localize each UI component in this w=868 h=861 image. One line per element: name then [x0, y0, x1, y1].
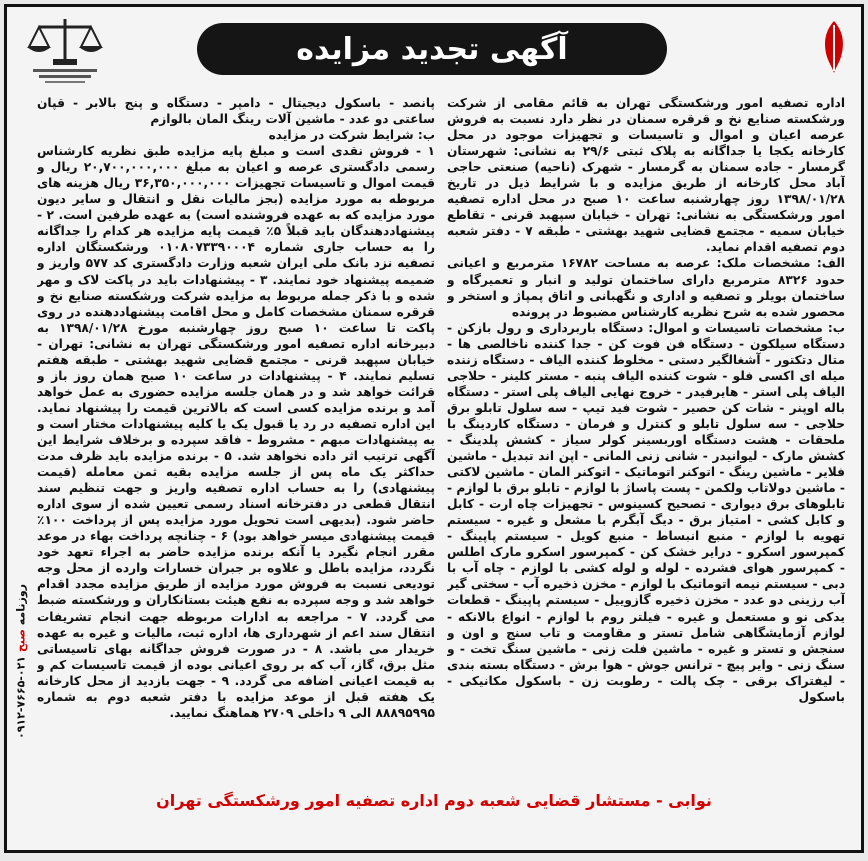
- conditions-heading: ب: شرایط شرکت در مزایده: [268, 128, 435, 143]
- equipment-list-paragraph: ب: مشخصات تاسیسات و اموال: دستگاه باربرداری و رول بازکن - دستگاه سیلکون - دستگاه فن فوت کن - جدا کننده ناخالصی ها - متال دتکتور - آشغالگیر دستی - مخلوط کننده الیاف - دستگاه زننده میله ای اکسی فلو - شوت کننده الیاف پنبه - مستر کلینر - حلاجی الیاف پلی استر - هایرفیدر - خروج نهایی الیاف پلی استر - دستگاه باله اوپنر - شات کن حصیر - شوت فید تیپ - سه سلول تابلو برق حلاجی - سه سلول تابلو و کنترل و فرمان - دستگاه کاردینگ با ملحقات - هشت دستگاه اوربسینر کولر سیاز - کشش پلدینگ - کشش مارک - لیوانیدر - شانی زنی المانی - اپن اند تبدیل - ماشین فلایر - ماشین رینگ - اتوکنر اتوماتیک - اتوکنر المان - ماشین لاکتی - ماشین دولاتاب ولکمن - پست پاساژ با لوازم - تابلو برق با لوازم - تابلوهای برق دیواری - تصحیح کسینوس - تجهیزات چاه ارت - کابل و کابل کشی - امتیاز برق - دیگ آبگرم با مشعل و غیره - سیستم تهویه با لوازم - منبع انبساط - منبع کویل - سیستم پاپینگ - کمپرسور اسکرو - درایر خشک کن - کمپرسور اسکرو مارک اطلس - کمپرسور هوای فشرده - لوله و لوله کشی با لوازم - چاه آب با دبی - سیستم نیمه اتوماتیک با لوازم - مخزن ذخیره آب - سختی گیر آب رزینی دو عدد - مخزن ذخیره گازوییل - سیستم پاپینگ - قطعات یدکی نو و مستعمل و غیره - فیلتر روم با لوازم - انواع بالانکه - لوازم آزمایشگاهی شامل تستر و مقاومت و تاب سنج و اون و سنجش و تستر و غیره - ماشین فلت زنی - ماشین سنگ تخت - و سنگ زنی - وایر پیچ - ترانس جوش - هوا برش - دستگاه بسته بندی - لیفتراک برقی - چک پالت - رطوبت زن - باسکول مکانیکی - باسکول: [447, 320, 845, 704]
- iran-emblem-icon: [815, 17, 853, 77]
- intro-paragraph: اداره تصفیه امور ورشکستگی تهران به قائم مقامی از شرکت ورشکسته صنایع نخ و قرقره سمنان در نظر دارد نسبت به فروش عرصه اعیان و اموال و تاسیسات و تجهیزات موجود در محل کارخانه یکجا یا جداگانه به پلاک ثبتی ۲۹/۶ به نشانی: شهرستان گرمسار - جاده سمنان به گرمسار - شهرک (ناحیه) صنعتی حاجی آباد محل کارخانه از طریق مزایده و با شرایط ذیل در تاریخ ۱۳۹۸/۰۱/۲۸ روز چهارشنبه ساعت ۱۰ صبح در محل اداره تصفیه امور ورشکستگی به نشانی: تهران - خیابان سپهبد قرنی - تقاطع خیابان سمیه - مجتمع قضایی شهید بهشتی - طبقه ۷ - دفتر شعبه دوم تصفیه اقدام نماید.: [447, 96, 845, 255]
- judiciary-logo: [19, 13, 111, 93]
- newspaper-name: صبح: [14, 629, 28, 653]
- side-note: [9, 567, 33, 767]
- footer: [7, 791, 861, 810]
- property-specs-paragraph: الف: مشخصات ملک: عرصه به مساحت ۱۶۷۸۲ مترمربع و اعیانی حدود ۸۳۲۶ مترمربع دارای ساختمان تولید و انبار و تعمیرگاه و ساختمان بویلر و تصفیه و اداری و نگهبانی و اتاق پمپاژ و استخر و محصور شده به شرح نظریه کارشناس مضبوط در پرونده: [447, 256, 845, 319]
- conditions-paragraph: ۱ - فروش نقدی است و مبلغ پایه مزایده طبق نظریه کارشناس رسمی دادگستری عرصه و اعیان به مبلغ ۲۰,۷۰۰,۰۰۰,۰۰۰ ریال و قیمت اموال و تاسیسات تجهیزات ۳۶,۳۵۰,۰۰۰,۰۰۰ ریال هزینه های مربوطه به مورد مزایده (بجز مالیات نقل و انتقال و سایر دیون مورد مزایده که به عهده فروشنده است) به عهده طرفین است. ۲ - پیشنهاددهندگان باید قبلاً ۵٪ قیمت پایه مزایده هر کدام را جداگانه را به حساب جاری شماره ۰۱۰۸۰۷۳۳۹۰۰۰۴ ورشکستگان اداره تصفیه نزد بانک ملی ایران شعبه وزارت دادگستری کد ۵۷۷ واریز و ضمیمه پیشنهاد خود نمایند. ۳ - پیشنهادات باید در پاکت لاک و مهر شده و با ذکر جمله مربوط به مزایده شرکت ورشکسته صنایع نخ و قرقره سمنان مشخصات کامل و محل اقامت پیشنهاددهنده در روی پاکت تا ساعت ۱۰ صبح روز چهارشنبه مورخ ۱۳۹۸/۰۱/۲۸ به دبیرخانه اداره تصفیه امور ورشکستگی تهران به نشانی: تهران - خیابان سپهبد قرنی - مجتمع قضایی شهید بهشتی - طبقه هفتم تسلیم نمایند. ۴ - پیشنهادات در ساعت ۱۰ صبح همان روز باز و قرائت خواهد شد و در همان جلسه مزایده حضوری به عمل خواهد آمد و برنده مزایده کسی است که بالاترین قیمت را پیشنهاد نماید. این اداره تصفیه در رد یا قبول یک یا کلیه پیشنهادات مختار است و به پیشنهادات مبهم - مشروط - فاقد سپرده و برخلاف شرایط این آگهی ترتیب اثر داده نخواهد شد. ۵ - برنده مزایده باید ظرف مدت حداکثر یک ماه پس از جلسه مزایده بقیه ثمن معامله (قیمت پیشنهادی) را به حساب اداره تصفیه واریز و جهت تنظیم سند انتقال قطعی در دفترخانه اسناد رسمی تعیین شده از سوی اداره حاضر شود. (بدیهی است تحویل مورد مزایده پس از پرداخت ۱۰۰٪ قیمت پیشنهادی میسر خواهد بود) ۶ - چنانچه پرداخت بهاء در موعد مقرر انجام نگیرد یا آنکه برنده مزایده حاضر به اجراء تعهد خود نگردد، مزایده باطل و علاوه بر جبران خسارات وارده از محل وجه تودیعی نسبت به فروش مورد مزایده از طریق مزایده مجدد اقدام خواهد شد و وجه سپرده به نفع هیئت بستانکاران و ورشکسته ضبط می گردد. ۷ - مراجعه به ادارات مربوطه جهت انجام تشریفات انتقال سند اعم از شهرداری ها، اداره ثبت، مالیات و غیره به عهده خریدار می باشد. ۸ - در صورت فروش جداگانه بهای تاسیساتی مثل برق، گاز، آب که بر روی اعیانی بوده از قیمت تاسیسات کم و به قیمت اعیانی اضافه می گردد. ۹ - جهت بازدید از محل کارخانه یک هفته قبل از موعد مزایده با دفتر شعبه دوم به شماره ۸۸۸۹۵۹۹۵ الی ۹ داخلی ۲۷۰۹ هماهنگ نمایید.: [37, 144, 435, 720]
- body-columns: [37, 95, 845, 763]
- newspaper-phone: ۰۲۱-۷۶۶۵-۰۹۱۲: [14, 655, 28, 740]
- right-column: [447, 95, 845, 763]
- header: [7, 7, 861, 93]
- emblem-logo: [815, 17, 853, 77]
- scales-of-justice-icon: [19, 13, 111, 93]
- newspaper-label: روزنامه: [14, 583, 28, 626]
- signature-line: نوابی - مستشار قضایی شعبه دوم اداره تصفیه امور ورشکستگی تهران: [156, 791, 712, 810]
- left-column: [37, 95, 435, 763]
- ad-title: آگهی تجدید مزایده: [296, 31, 568, 67]
- ad-page: [4, 4, 864, 853]
- equipment-list-continued: پانصد - باسکول دیجیتال - دامپر - دستگاه و پنج بالابر - قپان ساعتی دو عدد - ماشین آلات رینگ المان بالوازم: [37, 96, 435, 127]
- title-banner: [197, 23, 667, 75]
